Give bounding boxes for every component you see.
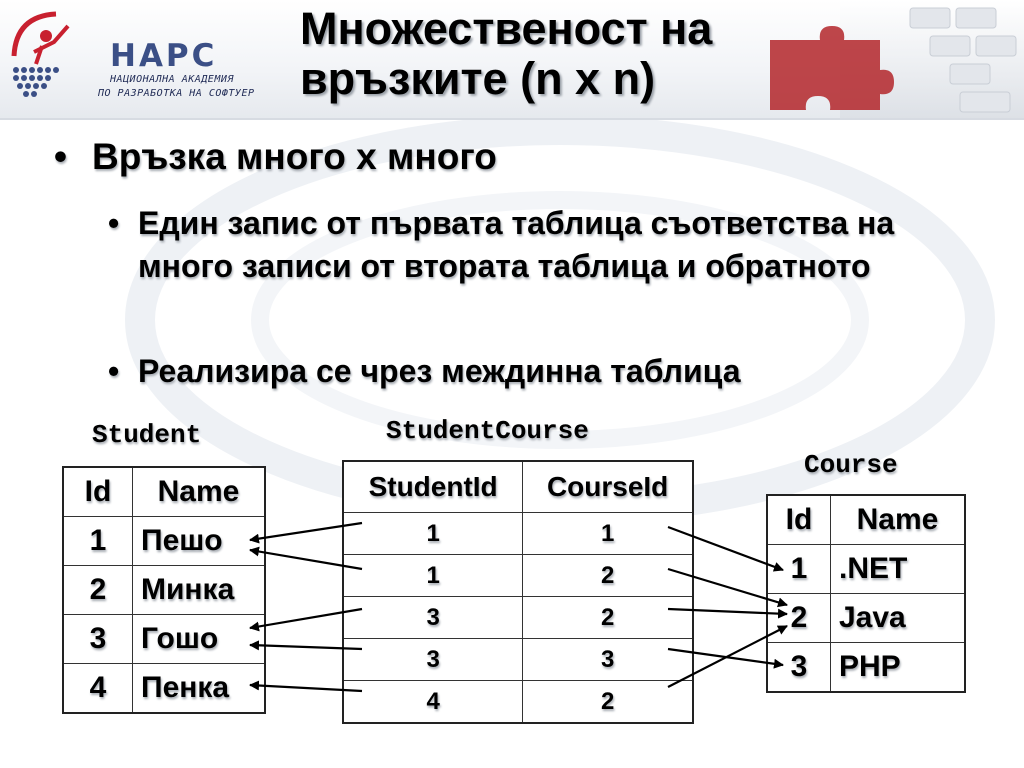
logo-subtitle-line2: ПО РАЗРАБОТКА НА СОФТУЕР (98, 88, 255, 99)
cell-studentid: 1 (343, 513, 523, 555)
table-row (63, 517, 265, 566)
cell-id: 1 (63, 517, 133, 566)
logo-abbreviation: НАРС (110, 38, 218, 74)
cell-name: Минка (133, 566, 266, 615)
studentcourse-table-caption: StudentCourse (386, 416, 589, 446)
studentcourse-table (342, 460, 694, 724)
table-row (343, 639, 693, 681)
column-header-courseid: CourseId (523, 461, 693, 513)
column-header-id: Id (63, 467, 133, 517)
cell-id: 1 (767, 545, 831, 594)
cell-name: .NET (831, 545, 966, 594)
table-row (343, 597, 693, 639)
cell-id: 3 (767, 643, 831, 693)
bullet-dot: • (108, 353, 120, 389)
bullet-level1-text: Връзка много x много (92, 136, 497, 177)
cell-name: Гошо (133, 615, 266, 664)
cell-studentid: 4 (343, 681, 523, 724)
table-header-row (63, 467, 265, 517)
cell-id: 2 (767, 594, 831, 643)
column-header-name: Name (133, 467, 266, 517)
table-row (343, 681, 693, 724)
table-row (767, 643, 965, 693)
table-row (343, 555, 693, 597)
bullet-dot: • (54, 136, 67, 177)
cell-studentid: 3 (343, 597, 523, 639)
table-row (63, 664, 265, 714)
student-table (62, 466, 266, 714)
academy-logo (6, 6, 276, 102)
table-row (343, 513, 693, 555)
cell-id: 3 (63, 615, 133, 664)
title-line-2: връзките (n x n) (300, 53, 656, 104)
cell-name: Java (831, 594, 966, 643)
bullet-level2-text: Реализира се чрез междинна таблица (138, 353, 741, 389)
table-header-row (343, 461, 693, 513)
bullet-dot: • (108, 205, 120, 241)
cell-studentid: 1 (343, 555, 523, 597)
slide-title (300, 4, 780, 104)
column-header-id: Id (767, 495, 831, 545)
cell-courseid: 2 (523, 555, 693, 597)
cell-studentid: 3 (343, 639, 523, 681)
cell-id: 2 (63, 566, 133, 615)
table-row (767, 545, 965, 594)
cell-courseid: 3 (523, 639, 693, 681)
course-table (766, 494, 966, 693)
logo-emblem-icon (6, 6, 106, 102)
student-table-caption: Student (92, 420, 202, 450)
title-line-1: Множественост на (300, 3, 713, 54)
cell-name: Пешо (133, 517, 266, 566)
cell-courseid: 2 (523, 681, 693, 724)
cell-name: Пенка (133, 664, 266, 714)
course-table-caption: Course (804, 450, 898, 480)
bullet-level2-text: Един запис от първата таблица съответства на много записи от втората таблица и обратното (138, 205, 895, 284)
column-header-name: Name (831, 495, 966, 545)
table-row (63, 615, 265, 664)
cell-name: PHP (831, 643, 966, 693)
puzzle-keyboard-icon (760, 0, 1024, 118)
table-row (63, 566, 265, 615)
cell-courseid: 2 (523, 597, 693, 639)
table-header-row (767, 495, 965, 545)
cell-courseid: 1 (523, 513, 693, 555)
logo-subtitle-line1: НАЦИОНАЛНА АКАДЕМИЯ (110, 74, 234, 85)
column-header-studentid: StudentId (343, 461, 523, 513)
cell-id: 4 (63, 664, 133, 714)
table-row (767, 594, 965, 643)
